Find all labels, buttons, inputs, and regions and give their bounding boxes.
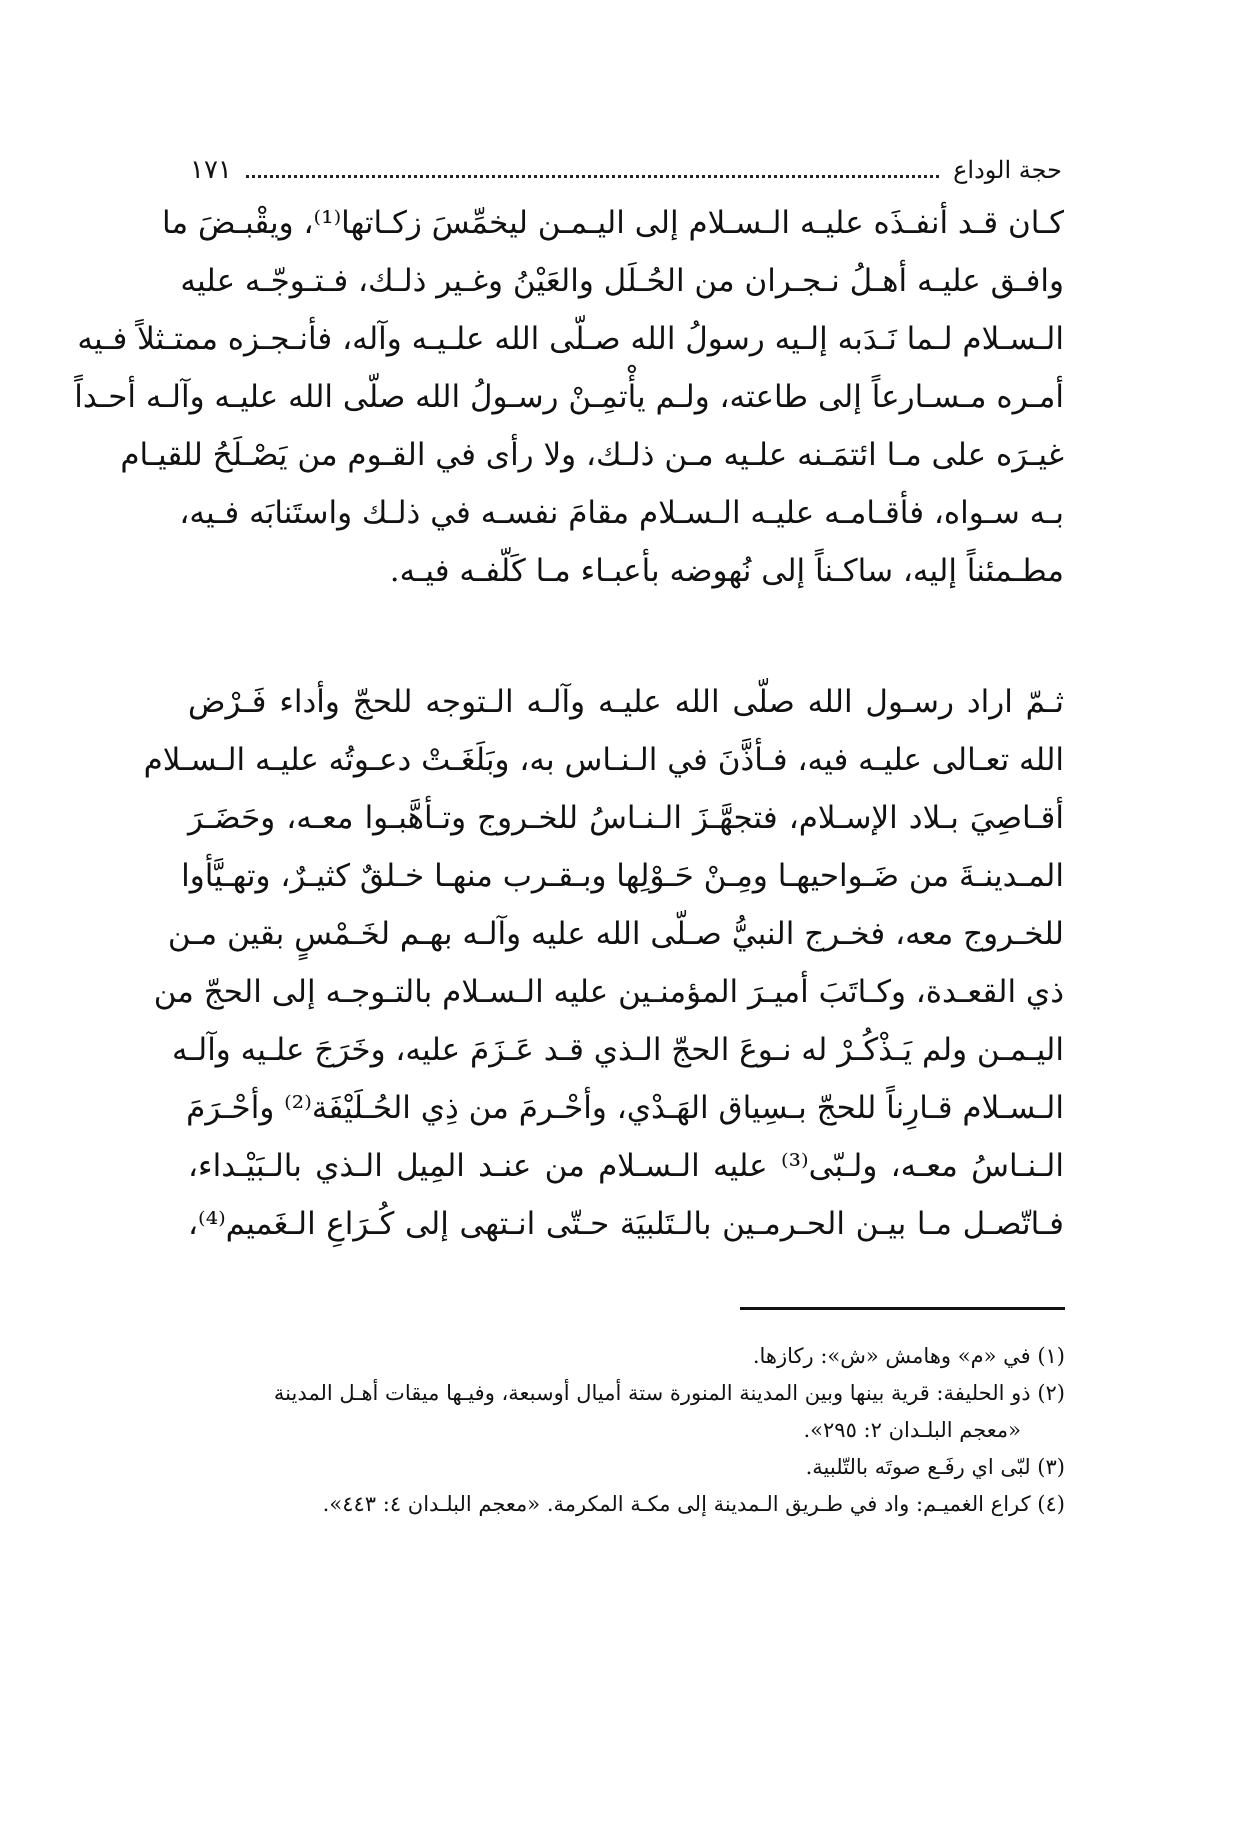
text-line: وافـق عليـه أهـلُ نـجـران من الحُـلَل والعَيْنُ وغـير ذلـك، فـتـوجّـه عليه [180,263,1064,299]
footnote-4: (٤) كراع الغميـم: واد في طـريق الـمدينة إلى مكـة المكرمة. «معجم البلـدان ٤: ٤٤٣». [322,1492,1065,1516]
text-line: أقـاصِيَ بـلاد الإسـلام، فتجهَّـزَ الـنـاسُ للخـروج وتـأهَّبـوا معـه، وحَضَـرَ [188,800,1064,836]
footnotes [210,1338,1065,1523]
footnote-1: (١) في «م» وهامش «ش»: ركازها. [752,1344,1065,1368]
text-line: غيـرَه على مـا ائتمَـنه علـيه مـن ذلـك، ولا رأى في القـوم من يَصْـلَحُ للقيـام [120,437,1064,473]
text-line: للخـروج معه، فخـرج النبيُّ صـلّى الله عليه وآلـه بهـم لخَـمْسٍ بقين مـن [167,916,1064,952]
text-line: ثـمّ اراد رسـول الله صلّى الله عليـه وآلـه الـتوجه للحجّ وأداء فَـرْض [188,684,1064,720]
page-header [190,148,1062,192]
text-line: الـنـاسُ معـه، ولـبّى⁽³⁾ عليه الـسـلام من عنـد المِيل الـذي بالـبَيْـداء، [188,1148,1064,1184]
paragraph-1 [74,194,1064,600]
text-line: ذي القعـدة، وكـاتَبَ أميـرَ المؤمنـين عليه الـسـلام بالتـوجـه إلى الحجّ من [153,974,1064,1010]
text-line: الله تعـالى عليـه فيه، فـأذَّنَ في الـنـاس به، وبَلَغَـتْ دعـوتُه عليـه الـسـلام [143,742,1064,778]
page-number: ١٧١ [190,155,232,185]
running-title: حجة الوداع [953,156,1062,184]
footnote-3: (٣) لبّى اي رفَـع صوتَه بالتّلبية. [805,1455,1065,1479]
text-line: اليـمـن ولم يَـذْكُـرْ له نـوعَ الحجّ الـذي قـد عَـزَمَ عليه، وخَرَجَ علـيه وآلـه [172,1032,1064,1068]
paragraph-2 [143,673,1064,1253]
text-line: مطـمئناً إليه، ساكـناً إلى نُهوضه بأعبـاء مـا كَلّفـه فيـه. [389,553,1064,589]
text-line: المـدينـةَ من ضَـواحيهـا ومِـنْ حَـوْلِها وبـقـرب منهـا خـلقٌ كثيـرٌ، وتهـيَّأوا [181,858,1064,894]
text-line: الـسـلام قـارِناً للحجّ بـسِياق الهَـدْي، وأحْـرمَ من ذِي الحُـلَيْفَة⁽²⁾ وأحْـرَمَ [186,1090,1064,1126]
text-line: كـان قـد أنفـذَه عليـه الـسـلام إلى اليـمـن ليخمِّسَ زكـاتها⁽¹⁾، ويقْبـضَ ما [162,205,1064,241]
dotted-leader [246,175,939,178]
footnote-2-continuation: «معجم البلـدان ٢: ٢٩٥». [803,1418,1021,1442]
text-line: الـسـلام لـما نَـدَبه إلـيه رسولُ الله صـلّى الله علـيـه وآله، فأنـجـزه ممتـثلاً فـيه [77,321,1064,357]
footnote-2: (٢) ذو الحليفة: قرية بينها وبين المدينة المنورة ستة أميال أوسبعة، وفيـها ميقات أهـل المدينة [273,1381,1065,1405]
text-line: أمـره مـسـارعاً إلى طاعته، ولـم يأْتمِـنْ رسـولُ الله صلّى الله عليـه وآلـه أحـداً [74,379,1064,415]
text-line: فـاتّصـل مـا بيـن الحـرمـين بالـتَلبيَة حـتّى انـتهى إلى كُـرَاعِ الـغَميم⁽⁴⁾، [188,1206,1064,1242]
text-line: بـه سـواه، فأقـامـه عليـه الـسـلام مقامَ نفسـه في ذلـك واستَنابَه فـيه، [179,495,1064,531]
footnote-separator [740,1307,1065,1310]
